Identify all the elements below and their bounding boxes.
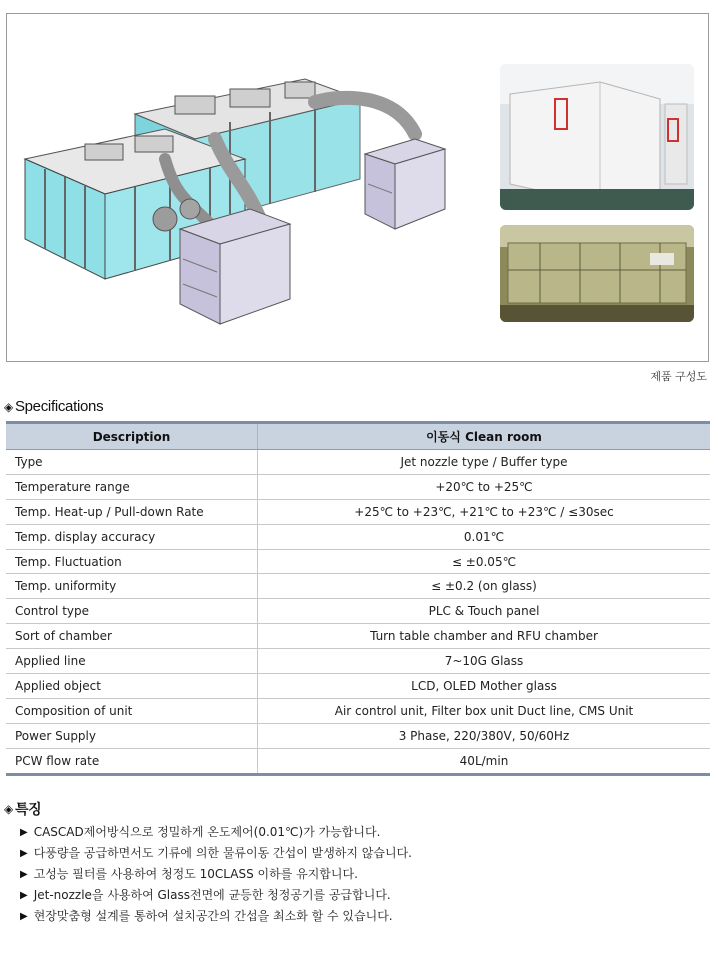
table-row (6, 549, 710, 574)
spec-value: LCD, OLED Mother glass (258, 674, 711, 699)
spec-label: Power Supply (6, 723, 258, 748)
feature-text: CASCAD제어방식으로 정밀하게 온도제어(0.01℃)가 가능합니다. (33, 825, 381, 839)
spec-label: Temperature range (6, 474, 258, 499)
feature-text: 현장맞춤형 설계를 통하여 설치공간의 간섭을 최소화 할 수 있습니다. (33, 909, 393, 923)
table-row (6, 624, 710, 649)
spec-value: 7~10G Glass (258, 649, 711, 674)
table-row (6, 474, 710, 499)
table-row (6, 748, 710, 774)
column-header-description: Description (6, 423, 258, 450)
triangle-bullet-icon: ▶ (20, 827, 28, 838)
chamber-photo (500, 225, 694, 322)
triangle-bullet-icon: ▶ (20, 911, 28, 922)
list-item (20, 822, 412, 843)
spec-label: Temp. display accuracy (6, 524, 258, 549)
table-row (6, 524, 710, 549)
features-title: 특징 (14, 802, 42, 818)
spec-value: Jet nozzle type / Buffer type (258, 450, 711, 475)
table-row (6, 649, 710, 674)
triangle-bullet-icon: ▶ (20, 848, 28, 859)
features-heading (4, 799, 41, 819)
table-row (6, 674, 710, 699)
spec-value: PLC & Touch panel (258, 599, 711, 624)
specifications-heading (4, 398, 103, 415)
spec-label: Control type (6, 599, 258, 624)
unit-photo (500, 64, 694, 210)
specifications-table (6, 421, 710, 776)
list-item (20, 885, 412, 906)
product-figure (6, 13, 709, 362)
spec-label: Applied object (6, 674, 258, 699)
spec-label: Temp. uniformity (6, 574, 258, 599)
table-row (6, 723, 710, 748)
spec-label: Sort of chamber (6, 624, 258, 649)
diamond-bullet-icon: ◈ (4, 399, 13, 414)
feature-text: Jet-nozzle을 사용하여 Glass전면에 균등한 청정공기를 공급합니다. (33, 888, 391, 902)
column-header-product: 이동식 Clean room (258, 423, 711, 450)
spec-label: Composition of unit (6, 698, 258, 723)
list-item (20, 906, 412, 927)
figure-caption: 제품 구성도 (650, 370, 707, 383)
spec-value: Air control unit, Filter box unit Duct line, CMS Unit (258, 698, 711, 723)
spec-value: Turn table chamber and RFU chamber (258, 624, 711, 649)
spec-value: 3 Phase, 220/380V, 50/60Hz (258, 723, 711, 748)
clean-room-unit-diagram (15, 24, 495, 354)
specifications-title: Specifications (14, 398, 104, 415)
spec-label: Type (6, 450, 258, 475)
table-row (6, 450, 710, 475)
spec-value: 40L/min (459, 753, 509, 768)
table-row (6, 574, 710, 599)
spec-label: PCW flow rate (6, 748, 258, 774)
spec-value: +25℃ to +23℃, +21℃ to +23℃ / ≤30sec (258, 499, 711, 524)
feature-text: 다풍량을 공급하면서도 기류에 의한 물류이동 간섭이 발생하지 않습니다. (33, 846, 412, 860)
features-list (20, 822, 412, 927)
list-item (20, 864, 412, 885)
spec-label: Temp. Fluctuation (6, 549, 258, 574)
spec-value: ≤ ±0.2 (on glass) (258, 574, 711, 599)
table-row (6, 599, 710, 624)
diamond-bullet-icon: ◈ (4, 802, 13, 816)
feature-text: 고성능 필터를 사용하여 청정도 10CLASS 이하를 유지합니다. (33, 867, 358, 881)
table-header-row (6, 423, 710, 450)
spec-label: Temp. Heat-up / Pull-down Rate (6, 499, 258, 524)
table-row (6, 698, 710, 723)
list-item (20, 843, 412, 864)
table-row (6, 499, 710, 524)
spec-label: Applied line (6, 649, 258, 674)
spec-value: +20℃ to +25℃ (258, 474, 711, 499)
spec-value: 0.01℃ (258, 524, 711, 549)
triangle-bullet-icon: ▶ (20, 890, 28, 901)
spec-value: ≤ ±0.05℃ (258, 549, 711, 574)
triangle-bullet-icon: ▶ (20, 869, 28, 880)
